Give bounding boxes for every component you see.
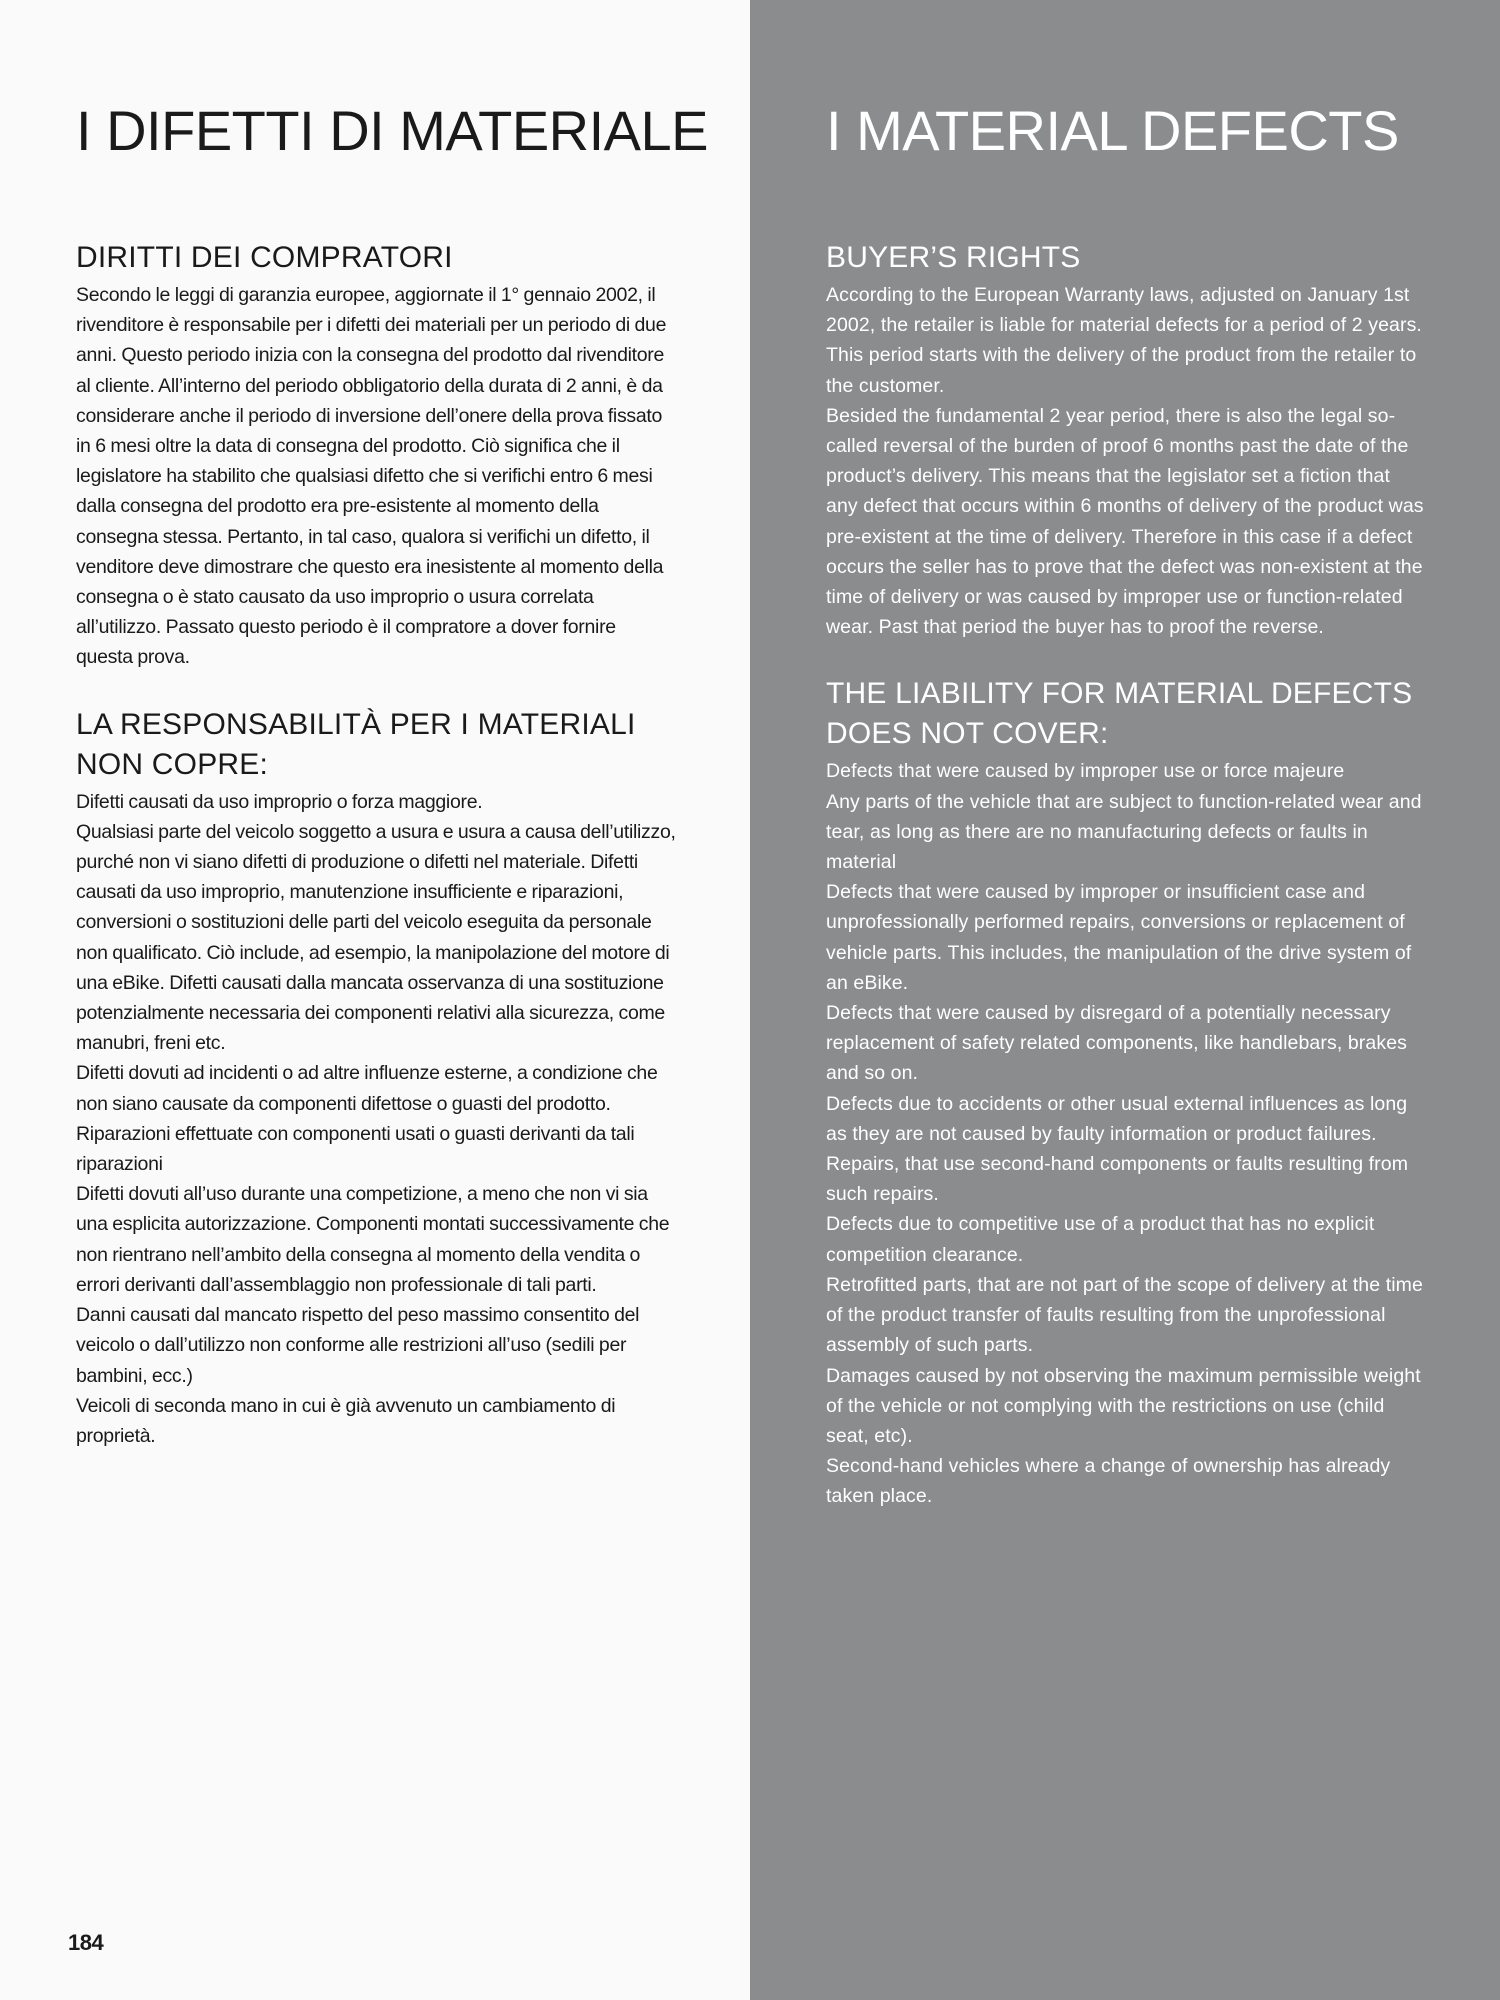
italian-content	[76, 238, 676, 1451]
paragraph: Secondo le leggi di garanzia europee, aggiornate il 1° gennaio 2002, il rivenditore è responsabile per i difetti dei materiali per un periodo di due anni. Questo periodo inizia con la consegna del prodotto dal rivenditore al cliente. All’interno del periodo obbligatorio della durata di 2 anni, è da considerare anche il periodo di inversione dell’onere della prova fissato in 6 mesi oltre la data di consegna del prodotto. Ciò significa che il legislatore ha stabilito che qualsiasi difetto che si verifichi entro 6 mesi dalla consegna del prodotto era pre-esistente al momento della consegna stessa. Pertanto, in tal caso, qualora si verifichi un difetto, il venditore deve dimostrare che questo era inesistente al momento della consegna o è stato causato da uso improprio o usura correlata all’utilizzo. Passato questo periodo è il compratore a dover fornire questa prova.	[76, 284, 667, 669]
page-number: 184	[68, 1930, 104, 1955]
paragraph: Difetti causati da uso improprio o forza maggiore.	[76, 790, 483, 813]
section-heading-buyers-rights-en: BUYER’S RIGHTS	[826, 241, 1081, 274]
paragraph: According to the European Warranty laws, adjusted on January 1st 2002, the retailer is liable for material defects for a period of 2 years. This period starts with the delivery of the product from the retailer to the customer.	[826, 284, 1422, 397]
english-column	[750, 0, 1500, 2000]
section-heading-buyers-rights-it: DIRITTI DEI COMPRATORI	[76, 241, 453, 274]
paragraph: Difetti dovuti all’uso durante una competizione, a meno che non vi sia una esplicita autorizzazione. Componenti montati successivamente che non rientrano nell’ambito della consegna al momento della vendita o errori derivanti dall’assemblaggio non professionale di tali parti.	[76, 1183, 670, 1296]
paragraph: Any parts of the vehicle that are subject to function-related wear and tear, as long as there are no manufacturing defects or faults in material	[826, 790, 1422, 874]
paragraph: Riparazioni effettuate con componenti usati o guasti derivanti da tali riparazioni	[76, 1122, 635, 1176]
paragraph: Defects that were caused by improper use or force majeure	[826, 760, 1345, 783]
paragraph: Defects due to competitive use of a product that has no explicit competition clearance.	[826, 1213, 1375, 1266]
paragraph: Second-hand vehicles where a change of ownership has already taken place.	[826, 1455, 1391, 1508]
paragraph: Qualsiasi parte del veicolo soggetto a usura e usura a causa dell’utilizzo, purché non vi siano difetti di produzione o difetti nel materiale. Difetti causati da uso improprio, manutenzione insufficiente e riparazioni, conversioni o sostituzioni delle parti del veicolo eseguita da personale non qualificato. Ciò include, ad esempio, la manipolazione del motore di una eBike. Difetti causati dalla mancata osservanza di una sostituzione potenzialmente necessaria dei componenti relativi alla sicurezza, come manubri, freni etc.	[76, 820, 676, 1055]
paragraph: Retrofitted parts, that are not part of the scope of delivery at the time of the product transfer of faults resulting from the unprofessional assembly of such parts.	[826, 1273, 1423, 1357]
paragraph: Danni causati dal mancato rispetto del peso massimo consentito del veicolo o dall’utilizzo non conforme alle restrizioni all’uso (sedili per bambini, ecc.)	[76, 1304, 640, 1387]
paragraph: Veicoli di seconda mano in cui è già avvenuto un cambiamento di proprietà.	[76, 1394, 616, 1447]
section-heading-liability-it: LA RESPONSABILITÀ PER I MATERIALI NON COPRE:	[76, 707, 636, 781]
section-heading-liability-en: THE LIABILITY FOR MATERIAL DEFECTS DOES NOT COVER:	[826, 677, 1413, 751]
page-title-italian: I DIFETTI DI MATERIALE	[76, 99, 709, 162]
paragraph: Difetti dovuti ad incidenti o ad altre influenze esterne, a condizione che non siano causate da componenti difettose o guasti del prodotto.	[76, 1062, 658, 1115]
page-title-english: I MATERIAL DEFECTS	[826, 99, 1399, 162]
paragraph: Defects that were caused by disregard of a potentially necessary replacement of safety related components, like handlebars, brakes and so on.	[826, 1002, 1407, 1085]
english-content	[826, 238, 1426, 1512]
paragraph: Besided the fundamental 2 year period, there is also the legal so-called reversal of the burden of proof 6 months past the date of the product’s delivery. This means that the legislator set a fiction that any defect that occurs within 6 months of delivery of the product was pre-existent at the time of delivery. Therefore in this case if a defect occurs the seller has to prove that the defect was non-existent at the time of delivery or was caused by improper use or function-related wear. Past that period the buyer has to proof the reverse.	[826, 404, 1424, 639]
paragraph: Defects due to accidents or other usual external influences as long as they are not caused by faulty information or product failures. Repairs, that use second-hand components or faults resulting from such repairs.	[826, 1092, 1409, 1206]
paragraph: Defects that were caused by improper or insufficient case and unprofessionally performed repairs, conversions or replacement of vehicle parts. This includes, the manipulation of the drive system of an eBike.	[826, 881, 1412, 994]
paragraph: Damages caused by not observing the maximum permissible weight of the vehicle or not complying with the restrictions on use (child seat, etc).	[826, 1364, 1421, 1447]
